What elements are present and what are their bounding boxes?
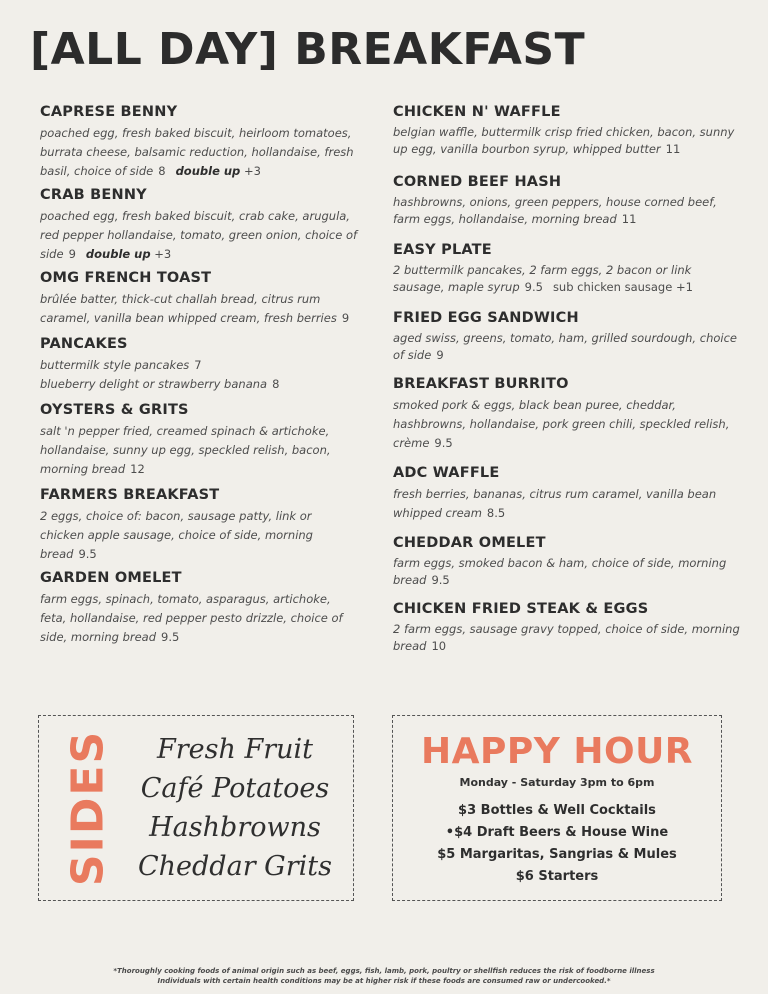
menu-item — [40, 487, 358, 564]
happy-hour-box — [392, 715, 722, 901]
menu-item — [393, 310, 741, 364]
item-name: GARDEN OMELET — [40, 570, 182, 586]
menu-item — [393, 242, 741, 296]
item-name: FARMERS BREAKFAST — [40, 487, 220, 503]
left-menu-column — [40, 104, 358, 653]
happy-hour-title: HAPPY HOUR — [420, 731, 694, 772]
item-extra: double up +3 — [85, 247, 172, 261]
item-description: brûlée batter, thick-cut challah bread, citrus rum caramel, vanilla bean whipped cream, fresh berries 9 — [40, 292, 350, 325]
item-price: 8 — [272, 377, 280, 391]
menu-title: [ALL DAY] BREAKFAST — [30, 24, 586, 75]
item-name: OYSTERS & GRITS — [40, 402, 189, 418]
item-description: poached egg, fresh baked biscuit, crab cake, arugula, red pepper hollandaise, tomato, green onion, choice of side 9 double up +3 — [40, 209, 358, 261]
happy-hour-item: •$4 Draft Beers & House Wine — [445, 825, 669, 840]
sides-list — [135, 730, 335, 886]
menu-item — [393, 174, 741, 228]
menu-item — [393, 535, 741, 589]
item-price: 9.5 — [431, 573, 450, 587]
menu-item — [393, 376, 741, 453]
item-price: 9.5 — [78, 547, 97, 561]
item-description: 2 eggs, choice of: bacon, sausage patty, link or chicken apple sausage, choice of side, morning bread 9.5 — [40, 509, 313, 561]
sides-box — [38, 715, 354, 901]
item-name: OMG FRENCH TOAST — [40, 270, 212, 286]
item-price: 8.5 — [486, 506, 506, 520]
item-price: 9 — [341, 311, 350, 325]
disclaimer-line: *Thoroughly cooking foods of animal origin such as beef, eggs, fish, lamb, pork, poultry or shellfish reduces the risk of foodborne illness — [113, 967, 655, 975]
item-description: poached egg, fresh baked biscuit, heirloom tomatoes, burrata cheese, balsamic reduction, hollandaise, fresh basil, choice of side 8 double up +3 — [40, 126, 354, 178]
item-price: 9.5 — [524, 280, 543, 294]
item-name: ADC WAFFLE — [393, 465, 500, 481]
happy-hour-item: $6 Starters — [515, 869, 599, 884]
health-disclaimer — [0, 966, 768, 986]
item-description: salt 'n pepper fried, creamed spinach & artichoke, hollandaise, sunny up egg, speckled relish, bacon, morning bread 12 — [40, 424, 331, 476]
item-name: CHICKEN N' WAFFLE — [393, 104, 561, 120]
item-extra: sub chicken sausage +1 — [552, 280, 693, 294]
item-name: CRAB BENNY — [40, 187, 147, 203]
item-name: FRIED EGG SANDWICH — [393, 310, 579, 326]
menu-item — [393, 601, 741, 655]
menu-item — [40, 270, 358, 328]
item-description: buttermilk style pancakes 7 blueberry delight or strawberry banana 8 — [40, 358, 280, 391]
item-price: 12 — [130, 462, 145, 476]
sides-heading: SIDES — [62, 729, 114, 887]
item-name: PANCAKES — [40, 336, 128, 352]
happy-hour-item: $3 Bottles & Well Cocktails — [458, 803, 656, 818]
item-price: 10 — [431, 639, 447, 653]
item-price: 9.5 — [434, 436, 453, 450]
side-item: Hashbrowns — [149, 812, 321, 843]
item-price: 11 — [665, 142, 681, 156]
item-description: farm eggs, smoked bacon & ham, choice of side, morning bread 9.5 — [393, 556, 727, 587]
disclaimer-line: Individuals with certain health conditions may be at higher risk if these foods are consumed raw or undercooked.* — [157, 977, 611, 985]
menu-item — [40, 187, 358, 264]
item-name: CHICKEN FRIED STEAK & EGGS — [393, 601, 649, 617]
happy-hour-list — [393, 800, 721, 888]
side-item: Cheddar Grits — [138, 851, 332, 882]
item-description: smoked pork & eggs, black bean puree, cheddar, hashbrowns, hollandaise, pork green chili, speckled relish, crème 9.5 — [393, 398, 730, 450]
menu-item — [393, 104, 741, 158]
happy-hour-times: Monday - Saturday 3pm to 6pm — [459, 776, 655, 789]
side-item: Café Potatoes — [140, 773, 330, 804]
item-description: 2 buttermilk pancakes, 2 farm eggs, 2 bacon or link sausage, maple syrup 9.5 sub chicken sausage +1 — [393, 263, 693, 294]
item-name: CHEDDAR OMELET — [393, 535, 546, 551]
item-price: 7 — [194, 358, 202, 372]
item-price: 9 — [436, 348, 444, 362]
menu-item — [393, 465, 741, 523]
menu-item — [40, 336, 358, 394]
item-price: 11 — [621, 212, 637, 226]
menu-item — [40, 104, 358, 181]
item-extra: double up +3 — [175, 164, 261, 178]
item-description: aged swiss, greens, tomato, ham, grilled sourdough, choice of side 9 — [393, 331, 737, 362]
menu-item — [40, 402, 358, 479]
item-price: 9.5 — [161, 630, 180, 644]
item-description: farm eggs, spinach, tomato, asparagus, artichoke, feta, hollandaise, red pepper pesto drizzle, choice of side, morning bread 9.5 — [40, 592, 343, 644]
item-description: belgian waffle, buttermilk crisp fried chicken, bacon, sunny up egg, vanilla bourbon syrup, whipped butter 11 — [393, 125, 735, 156]
side-item: Fresh Fruit — [157, 734, 313, 765]
item-description: hashbrowns, onions, green peppers, house corned beef, farm eggs, hollandaise, morning bread 11 — [393, 195, 717, 226]
item-description: 2 farm eggs, sausage gravy topped, choice of side, morning bread 10 — [393, 622, 740, 653]
item-price: 9 — [68, 247, 76, 261]
item-name: CORNED BEEF HASH — [393, 174, 562, 190]
item-price: 8 — [158, 164, 166, 178]
item-description: fresh berries, bananas, citrus rum caramel, vanilla bean whipped cream 8.5 — [393, 487, 717, 520]
happy-hour-item: $5 Margaritas, Sangrias & Mules — [437, 847, 677, 862]
item-name: EASY PLATE — [393, 242, 492, 258]
item-name: BREAKFAST BURRITO — [393, 376, 569, 392]
menu-item — [40, 570, 358, 647]
right-menu-column — [393, 104, 741, 661]
item-name: CAPRESE BENNY — [40, 104, 178, 120]
